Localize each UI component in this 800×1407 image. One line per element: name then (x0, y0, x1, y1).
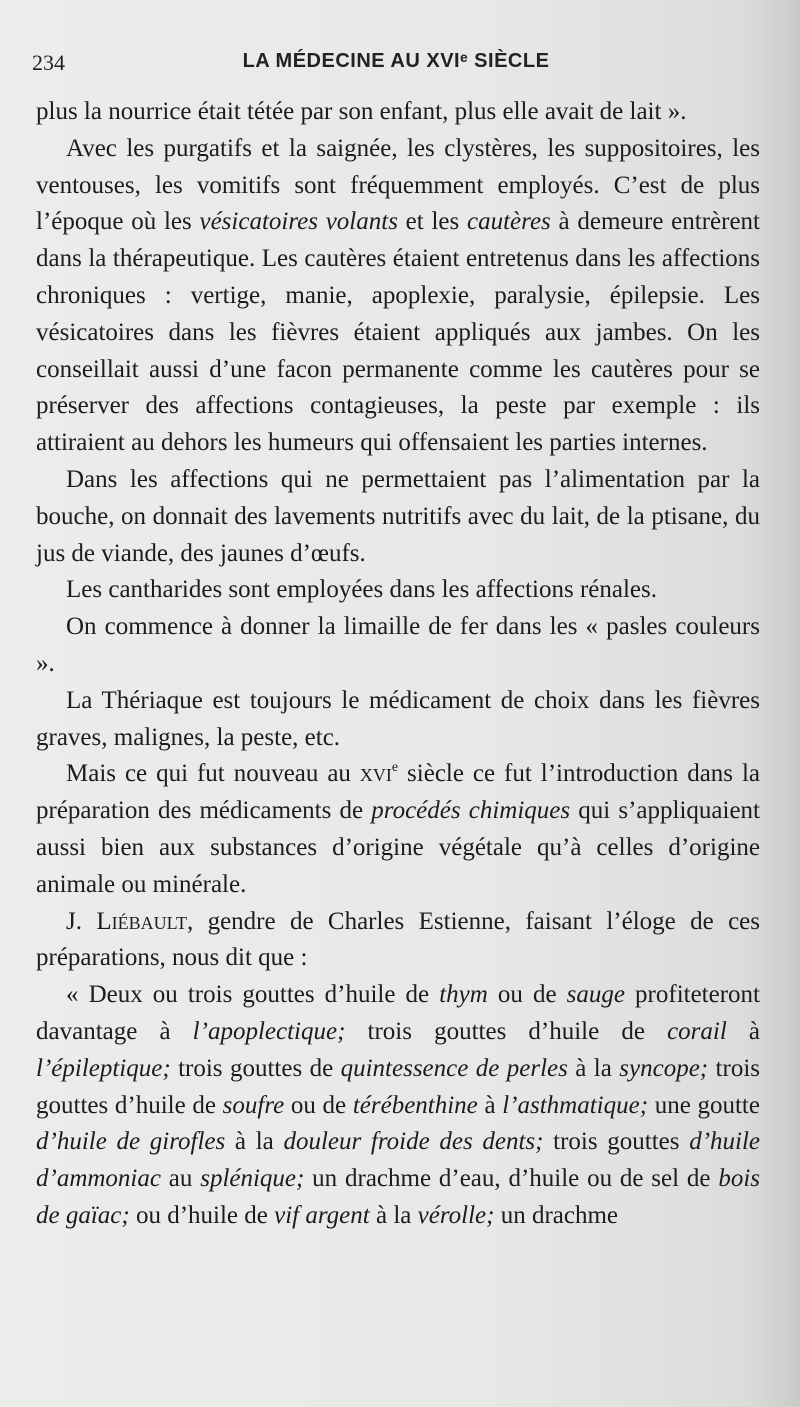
paragraph-text: et les (397, 208, 467, 236)
italic-term: splénique; (200, 1165, 305, 1193)
author-name: Liébault (96, 907, 187, 935)
paragraph-text: Mais ce qui fut nouveau au (66, 760, 360, 788)
quote-text: ou d’huile de (129, 1201, 275, 1229)
italic-term: procédés chimiques (371, 797, 571, 825)
italic-term: cautères (467, 208, 551, 236)
paragraph-text: Dans les affections qui ne permettaient pas l’alimentation par la bouche, on donnait des lavements nutritifs avec du lait, de la ptisane, du jus de viande, des jaunes d’œufs. (36, 465, 760, 567)
paragraph-limaille (36, 609, 760, 683)
italic-term: vérolle; (417, 1201, 495, 1229)
italic-term: thym (439, 981, 488, 1009)
quote-text: à (726, 1017, 760, 1045)
paragraph-chimie (36, 756, 760, 903)
paragraph-alimentation (36, 462, 760, 572)
century-numeral: xvi (359, 760, 392, 788)
italic-term: vésicatoires volants (199, 208, 398, 236)
quote-text: à la (225, 1128, 284, 1156)
body-text (36, 94, 760, 1235)
quote-text: une goutte (648, 1091, 760, 1119)
page-number: 234 (32, 50, 65, 75)
paragraph-liebault (36, 904, 760, 978)
italic-term: l’épileptique; (36, 1054, 171, 1082)
italic-term: l’apoplectique; (192, 1017, 346, 1045)
paragraph-text: Les cantharides sont employées dans les affections rénales. (66, 576, 658, 604)
quote-text: ou de (284, 1091, 353, 1119)
italic-term: d’huile d’ammoniac (36, 1128, 761, 1193)
paragraph-cantharides (36, 572, 760, 609)
quote-text: à la (369, 1201, 418, 1229)
quote-text: un drachme (494, 1201, 618, 1229)
paragraph-text: qui s’appliquaient aussi bien aux substances d’origine végétale qu’à celles d’origine animale ou minérale. (36, 797, 760, 898)
quote-text: trois gouttes d’huile de (345, 1017, 668, 1045)
quotation (36, 977, 760, 1235)
italic-term: syncope; (619, 1054, 709, 1082)
paragraph-text: plus la nourrice était tétée par son enfant, plus elle avait de lait ». (36, 98, 687, 125)
quote-text: à (477, 1091, 503, 1119)
quote-text: un drachme d’eau, d’huile ou de sel de (304, 1165, 719, 1193)
italic-term: corail (667, 1017, 727, 1045)
quote-text: au (160, 1165, 201, 1193)
paragraph-text: J. (66, 907, 97, 935)
italic-term: douleur froide des dents; (283, 1128, 544, 1156)
italic-term: d’huile de girofles (36, 1128, 226, 1156)
quote-text: ou de (487, 981, 567, 1009)
italic-term: soufre (222, 1091, 285, 1119)
page-header (32, 44, 760, 78)
superscript: e (391, 760, 399, 776)
italic-term: bois de gaïac; (36, 1165, 760, 1229)
italic-term: vif argent (274, 1201, 370, 1229)
paragraph-text: Avec les purgatifs et la saignée, les clystères, les suppositoires, les ventouses, les vomitifs sont fréquemment employés. C’est de plus l’époque où les (36, 134, 760, 236)
paragraph-text: à demeure entrèrent dans la thérapeutique. Les cautères étaient entretenus dans les affections chroniques : vertige, manie, apoplexie, paralysie, épilepsie. Les vésicatoires dans les fièvres étaient appliqués aux jambes. On les conseillait aussi d’une facon permanente comme les cautères pour se préserver des affections contagieuses, la peste par exemple : ils attiraient au dehors les humeurs qui offensaient les parties internes. (36, 208, 760, 457)
paragraph-text: La Thériaque est toujours le médicament de choix dans les fièvres graves, malignes, la peste, etc. (36, 686, 760, 751)
italic-term: térébenthine (352, 1091, 478, 1119)
quote-text: trois gouttes (543, 1128, 690, 1156)
italic-term: l’asthmatique; (502, 1091, 649, 1119)
paragraph-text: , gendre de Charles Estienne, faisant l’éloge de ces préparations, nous dit que : (36, 907, 760, 972)
italic-term: quintessence de perles (340, 1054, 568, 1082)
paragraph-purgatifs (36, 131, 760, 462)
paragraph-theriaque (36, 683, 760, 757)
paragraph-continued (36, 94, 760, 131)
quote-text: trois gouttes d’huile de (36, 1054, 760, 1119)
italic-term: sauge (566, 981, 625, 1009)
running-title: LA MÉDECINE AU XVIᵉ SIÈCLE (242, 50, 550, 72)
quote-text: « Deux ou trois gouttes d’huile de (66, 981, 440, 1009)
quote-text: trois gouttes de (170, 1054, 341, 1082)
quote-text: profiteteront davantage à (36, 981, 760, 1045)
quote-text: à la (567, 1054, 620, 1082)
paragraph-text: On commence à donner la limaille de fer dans les « pasles couleurs ». (36, 613, 760, 677)
paragraph-text: siècle ce fut l’introduction dans la préparation des médicaments de (36, 760, 761, 825)
